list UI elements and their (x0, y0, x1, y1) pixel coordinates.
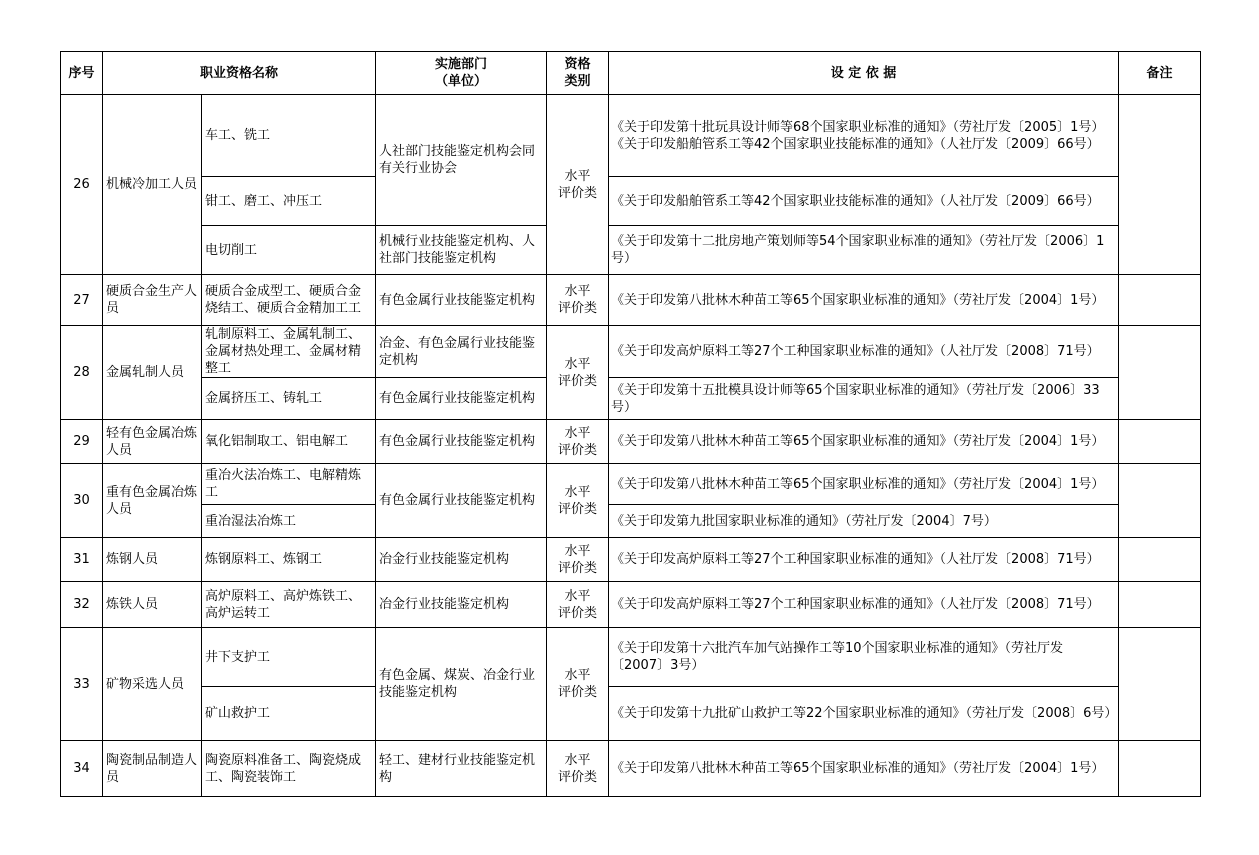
sub-name-cell: 矿山救护工 (202, 687, 376, 741)
group-name-cell: 陶瓷制品制造人员 (103, 741, 202, 797)
dept-cell: 有色金属行业技能鉴定机构 (376, 420, 547, 464)
basis-cell: 《关于印发第十五批模具设计师等65个国家职业标准的通知》（劳社厅发〔2006〕33号） (609, 378, 1119, 420)
basis-cell: 《关于印发第十二批房地产策划师等54个国家职业标准的通知》（劳社厅发〔2006〕1号） (609, 226, 1119, 275)
basis-cell: 《关于印发高炉原料工等27个工种国家职业标准的通知》（人社厅发〔2008〕71号） (609, 582, 1119, 628)
basis-cell: 《关于印发高炉原料工等27个工种国家职业标准的通知》（人社厅发〔2008〕71号） (609, 538, 1119, 582)
table-row (61, 95, 1201, 177)
group-name-cell: 矿物采选人员 (103, 628, 202, 741)
table-row (61, 378, 1201, 420)
document-page (60, 51, 1201, 797)
table-row (61, 687, 1201, 741)
seq-cell: 33 (61, 628, 103, 741)
note-cell (1119, 326, 1201, 420)
note-cell (1119, 95, 1201, 275)
seq-cell: 30 (61, 464, 103, 538)
sub-name-cell: 重冶火法冶炼工、电解精炼工 (202, 464, 376, 505)
table-row (61, 226, 1201, 275)
seq-cell: 28 (61, 326, 103, 420)
table-row (61, 628, 1201, 687)
table-row (61, 177, 1201, 226)
table-row (61, 275, 1201, 326)
sub-name-cell: 炼钢原料工、炼钢工 (202, 538, 376, 582)
note-cell (1119, 628, 1201, 741)
sub-name-cell: 硬质合金成型工、硬质合金烧结工、硬质合金精加工工 (202, 275, 376, 326)
note-cell (1119, 420, 1201, 464)
category-cell: 水平 评价类 (547, 275, 609, 326)
category-cell: 水平 评价类 (547, 95, 609, 275)
note-cell (1119, 582, 1201, 628)
basis-text: 《关于印发船舶管系工等42个国家职业技能标准的通知》（人社厅发〔2009〕66号） (611, 136, 1100, 152)
dept-cell: 冶金行业技能鉴定机构 (376, 582, 547, 628)
sub-name-cell: 钳工、磨工、冲压工 (202, 177, 376, 226)
basis-cell: 《关于印发第八批林木种苗工等65个国家职业标准的通知》（劳社厅发〔2004〕1号） (609, 420, 1119, 464)
group-name-cell: 金属轧制人员 (103, 326, 202, 420)
sub-name-cell: 氧化铝制取工、铝电解工 (202, 420, 376, 464)
basis-cell: 《关于印发船舶管系工等42个国家职业技能标准的通知》（人社厅发〔2009〕66号） (609, 177, 1119, 226)
basis-cell: 《关于印发第九批国家职业标准的通知》（劳社厅发〔2004〕7号） (609, 505, 1119, 538)
dept-cell: 有色金属行业技能鉴定机构 (376, 378, 547, 420)
table-row (61, 326, 1201, 378)
note-cell (1119, 741, 1201, 797)
header-basis: 设 定 依 据 (609, 52, 1119, 95)
basis-cell: 《关于印发第八批林木种苗工等65个国家职业标准的通知》（劳社厅发〔2004〕1号） (609, 275, 1119, 326)
qualification-table (60, 51, 1201, 797)
group-name-cell: 炼钢人员 (103, 538, 202, 582)
dept-cell: 机械行业技能鉴定机构、人社部门技能鉴定机构 (376, 226, 547, 275)
basis-cell: 《关于印发第十六批汽车加气站操作工等10个国家职业标准的通知》（劳社厅发〔2007〕3号） (609, 628, 1119, 687)
header-name: 职业资格名称 (103, 52, 376, 95)
header-category: 资格 类别 (547, 52, 609, 95)
sub-name-cell: 车工、铣工 (202, 95, 376, 177)
note-cell (1119, 464, 1201, 538)
category-cell: 水平 评价类 (547, 538, 609, 582)
dept-cell: 有色金属、煤炭、冶金行业技能鉴定机构 (376, 628, 547, 741)
seq-cell: 27 (61, 275, 103, 326)
category-cell: 水平 评价类 (547, 582, 609, 628)
basis-cell: 《关于印发第十九批矿山救护工等22个国家职业标准的通知》（劳社厅发〔2008〕6号） (609, 687, 1119, 741)
header-seq: 序号 (61, 52, 103, 95)
table-row (61, 464, 1201, 505)
sub-name-cell: 重冶湿法冶炼工 (202, 505, 376, 538)
table-row (61, 538, 1201, 582)
basis-text: 《关于印发第十批玩具设计师等68个国家职业标准的通知》（劳社厅发〔2005〕1号） (611, 119, 1105, 135)
category-cell: 水平 评价类 (547, 326, 609, 420)
sub-name-cell: 井下支护工 (202, 628, 376, 687)
sub-name-cell: 高炉原料工、高炉炼铁工、高炉运转工 (202, 582, 376, 628)
group-name-cell: 硬质合金生产人员 (103, 275, 202, 326)
dept-cell: 轻工、建材行业技能鉴定机构 (376, 741, 547, 797)
dept-cell: 有色金属行业技能鉴定机构 (376, 275, 547, 326)
group-name-cell: 重有色金属冶炼人员 (103, 464, 202, 538)
table-row (61, 505, 1201, 538)
table-row (61, 582, 1201, 628)
sub-name-cell: 金属挤压工、铸轧工 (202, 378, 376, 420)
category-cell: 水平 评价类 (547, 420, 609, 464)
sub-name-cell: 电切削工 (202, 226, 376, 275)
category-cell: 水平 评价类 (547, 464, 609, 538)
sub-name-cell: 陶瓷原料准备工、陶瓷烧成工、陶瓷装饰工 (202, 741, 376, 797)
seq-cell: 32 (61, 582, 103, 628)
group-name-cell: 轻有色金属冶炼人员 (103, 420, 202, 464)
seq-cell: 29 (61, 420, 103, 464)
basis-cell: 《关于印发高炉原料工等27个工种国家职业标准的通知》（人社厅发〔2008〕71号） (609, 326, 1119, 378)
header-dept: 实施部门 （单位） (376, 52, 547, 95)
sub-name-cell: 轧制原料工、金属轧制工、金属材热处理工、金属材精整工 (202, 326, 376, 378)
seq-cell: 34 (61, 741, 103, 797)
category-cell: 水平 评价类 (547, 628, 609, 741)
table-row (61, 420, 1201, 464)
category-cell: 水平 评价类 (547, 741, 609, 797)
basis-cell: 《关于印发第八批林木种苗工等65个国家职业标准的通知》（劳社厅发〔2004〕1号） (609, 464, 1119, 505)
header-row (61, 52, 1201, 95)
seq-cell: 26 (61, 95, 103, 275)
dept-cell: 人社部门技能鉴定机构会同有关行业协会 (376, 95, 547, 226)
group-name-cell: 炼铁人员 (103, 582, 202, 628)
group-name-cell: 机械冷加工人员 (103, 95, 202, 275)
table-row (61, 741, 1201, 797)
basis-cell (609, 95, 1119, 177)
seq-cell: 31 (61, 538, 103, 582)
header-note: 备注 (1119, 52, 1201, 95)
basis-cell: 《关于印发第八批林木种苗工等65个国家职业标准的通知》（劳社厅发〔2004〕1号） (609, 741, 1119, 797)
note-cell (1119, 538, 1201, 582)
note-cell (1119, 275, 1201, 326)
dept-cell: 冶金、有色金属行业技能鉴定机构 (376, 326, 547, 378)
dept-cell: 有色金属行业技能鉴定机构 (376, 464, 547, 538)
dept-cell: 冶金行业技能鉴定机构 (376, 538, 547, 582)
